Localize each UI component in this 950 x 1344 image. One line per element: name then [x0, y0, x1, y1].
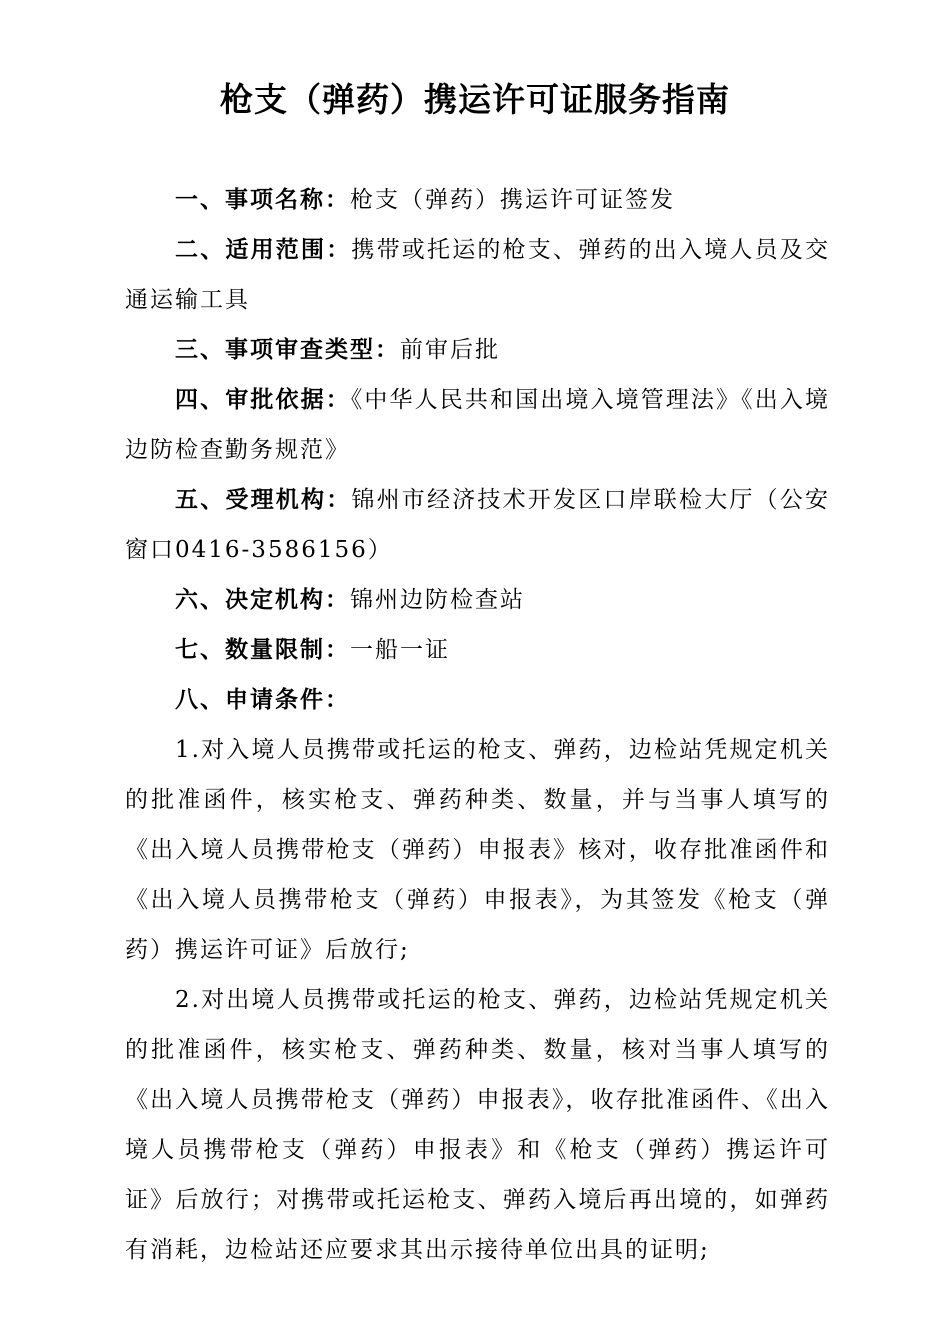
- item-label: 三、事项审查类型：: [175, 337, 400, 363]
- item-label: 六、决定机构：: [175, 587, 350, 613]
- item-label: 五、受理机构：: [175, 487, 352, 513]
- item-label: 二、适用范围：: [175, 237, 352, 263]
- document-title: 枪支（弹药）携运许可证服务指南: [220, 80, 730, 119]
- item-text: 前审后批: [400, 337, 500, 363]
- item-review-type: [125, 325, 830, 375]
- item-quantity-limit: [125, 625, 830, 675]
- item-name: [125, 175, 830, 225]
- condition-paragraph-2: 2.对出境人员携带或托运的枪支、弹药，边检站凭规定机关的批准函件，核实枪支、弹药种类、数量，核对当事人填写的《出入境人员携带枪支（弹药）申报表》，收存批准函件、《出入境人员携带枪支（弹药）申报表》和《枪支（弹药）携运许可证》后放行；对携带或托运枪支、弹药入境后再出境的，如弹药有消耗，边检站还应要求其出示接待单位出具的证明;: [125, 987, 830, 1263]
- item-text: 《中华人民共和国出境入境管理法》《出入境边防检查勤务规范》: [125, 387, 831, 463]
- item-accepting-agency: [125, 475, 830, 575]
- item-conditions: [125, 675, 830, 725]
- condition-paragraph-1: 1.对入境人员携带或托运的枪支、弹药，边检站凭规定机关的批准函件，核实枪支、弹药种类、数量，并与当事人填写的《出入境人员携带枪支（弹药）申报表》核对，收存批准函件和《出入境人员携带枪支（弹药）申报表》，为其签发《枪支（弹药）携运许可证》后放行;: [125, 737, 830, 963]
- item-text: 锦州边防检查站: [350, 587, 525, 613]
- item-basis: [125, 375, 830, 475]
- item-label: 七、数量限制：: [175, 637, 350, 663]
- item-text: 携带或托运的枪支、弹药的出入境人员及交通运输工具: [125, 237, 831, 313]
- item-deciding-agency: [125, 575, 830, 625]
- item-text: 一船一证: [350, 637, 450, 663]
- item-text: 锦州市经济技术开发区口岸联检大厅（公安窗口0416-3586156）: [125, 487, 831, 563]
- item-label: 一、事项名称：: [175, 187, 350, 213]
- item-label: 八、申请条件：: [175, 687, 350, 713]
- item-text: 枪支（弹药）携运许可证签发: [350, 187, 675, 213]
- item-scope: [125, 225, 830, 325]
- document-body: [125, 175, 830, 1275]
- item-label: 四、审批依据：: [175, 387, 351, 413]
